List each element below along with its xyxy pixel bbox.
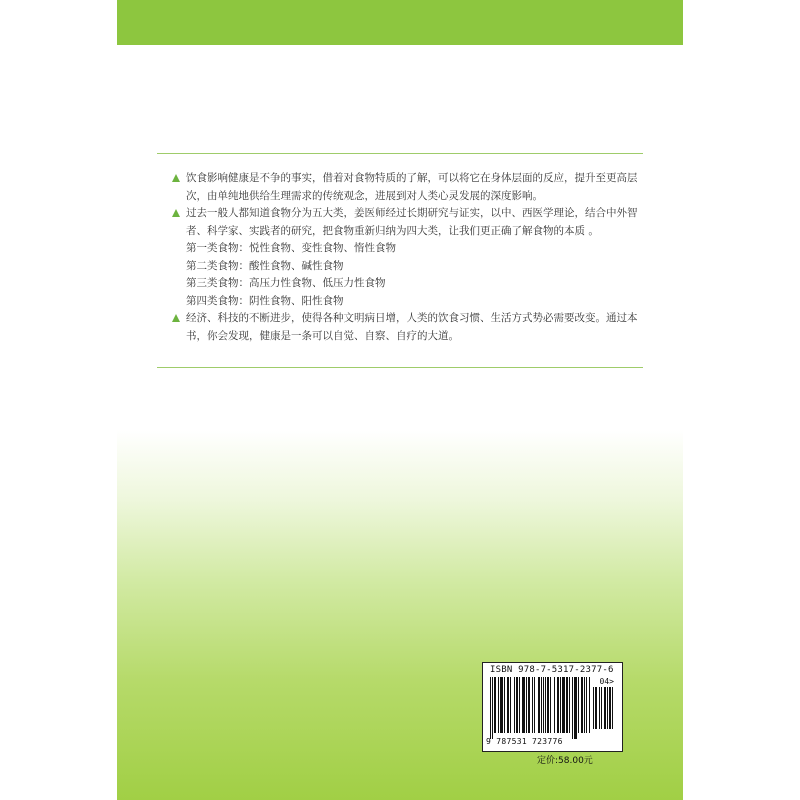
blurb-text-block (172, 170, 642, 345)
blurb-paragraph-3: 经济、科技的不断进步，使得各种文明病日增，人类的饮食习惯、生活方式势必需要改变。通过本书，你会发现，健康是一条可以自觉、自察、自疗的大道。 (172, 310, 642, 345)
bottom-divider (157, 367, 643, 368)
addon-bars-icon (593, 687, 615, 735)
food-category-3: 第三类食物：高压力性食物、低压力性食物 (186, 277, 386, 289)
blurb-paragraph-2: 过去一般人都知道食物分为五大类，姜医师经过长期研究与证实，以中、西医学理论，结合中外智者、科学家、实践者的研究，把食物重新归纳为四大类，让我们更正确了解食物的本质 。 (172, 205, 642, 240)
top-divider (157, 153, 643, 154)
back-cover (117, 0, 683, 800)
triangle-icon (172, 209, 180, 217)
food-category-1: 第一类食物：悦性食物、变性食物、惰性食物 (186, 242, 396, 254)
triangle-icon (172, 314, 180, 322)
barcode-digits: 9 787531 723776 (486, 737, 563, 746)
top-green-band (117, 0, 683, 45)
food-category-4: 第四类食物：阴性食物、阳性食物 (186, 294, 344, 307)
blurb-paragraph-1: 饮食影响健康是不争的事实，借着对食物特质的了解，可以将它在身体层面的反应，提升至更高层次，由单纯地供给生理需求的传统观念，进展到对人类心灵发展的深度影响。 (172, 170, 642, 205)
food-category-2: 第二类食物：酸性食物、碱性食物 (186, 259, 344, 272)
triangle-icon (172, 174, 180, 182)
barcode-addon-label: 04> (599, 677, 614, 686)
barcode-bars-icon (490, 677, 590, 739)
isbn-label: ISBN 978-7-5317-2377-6 (490, 665, 614, 675)
isbn-barcode (482, 662, 623, 752)
price-label: 定价:58.00元 (537, 756, 593, 766)
